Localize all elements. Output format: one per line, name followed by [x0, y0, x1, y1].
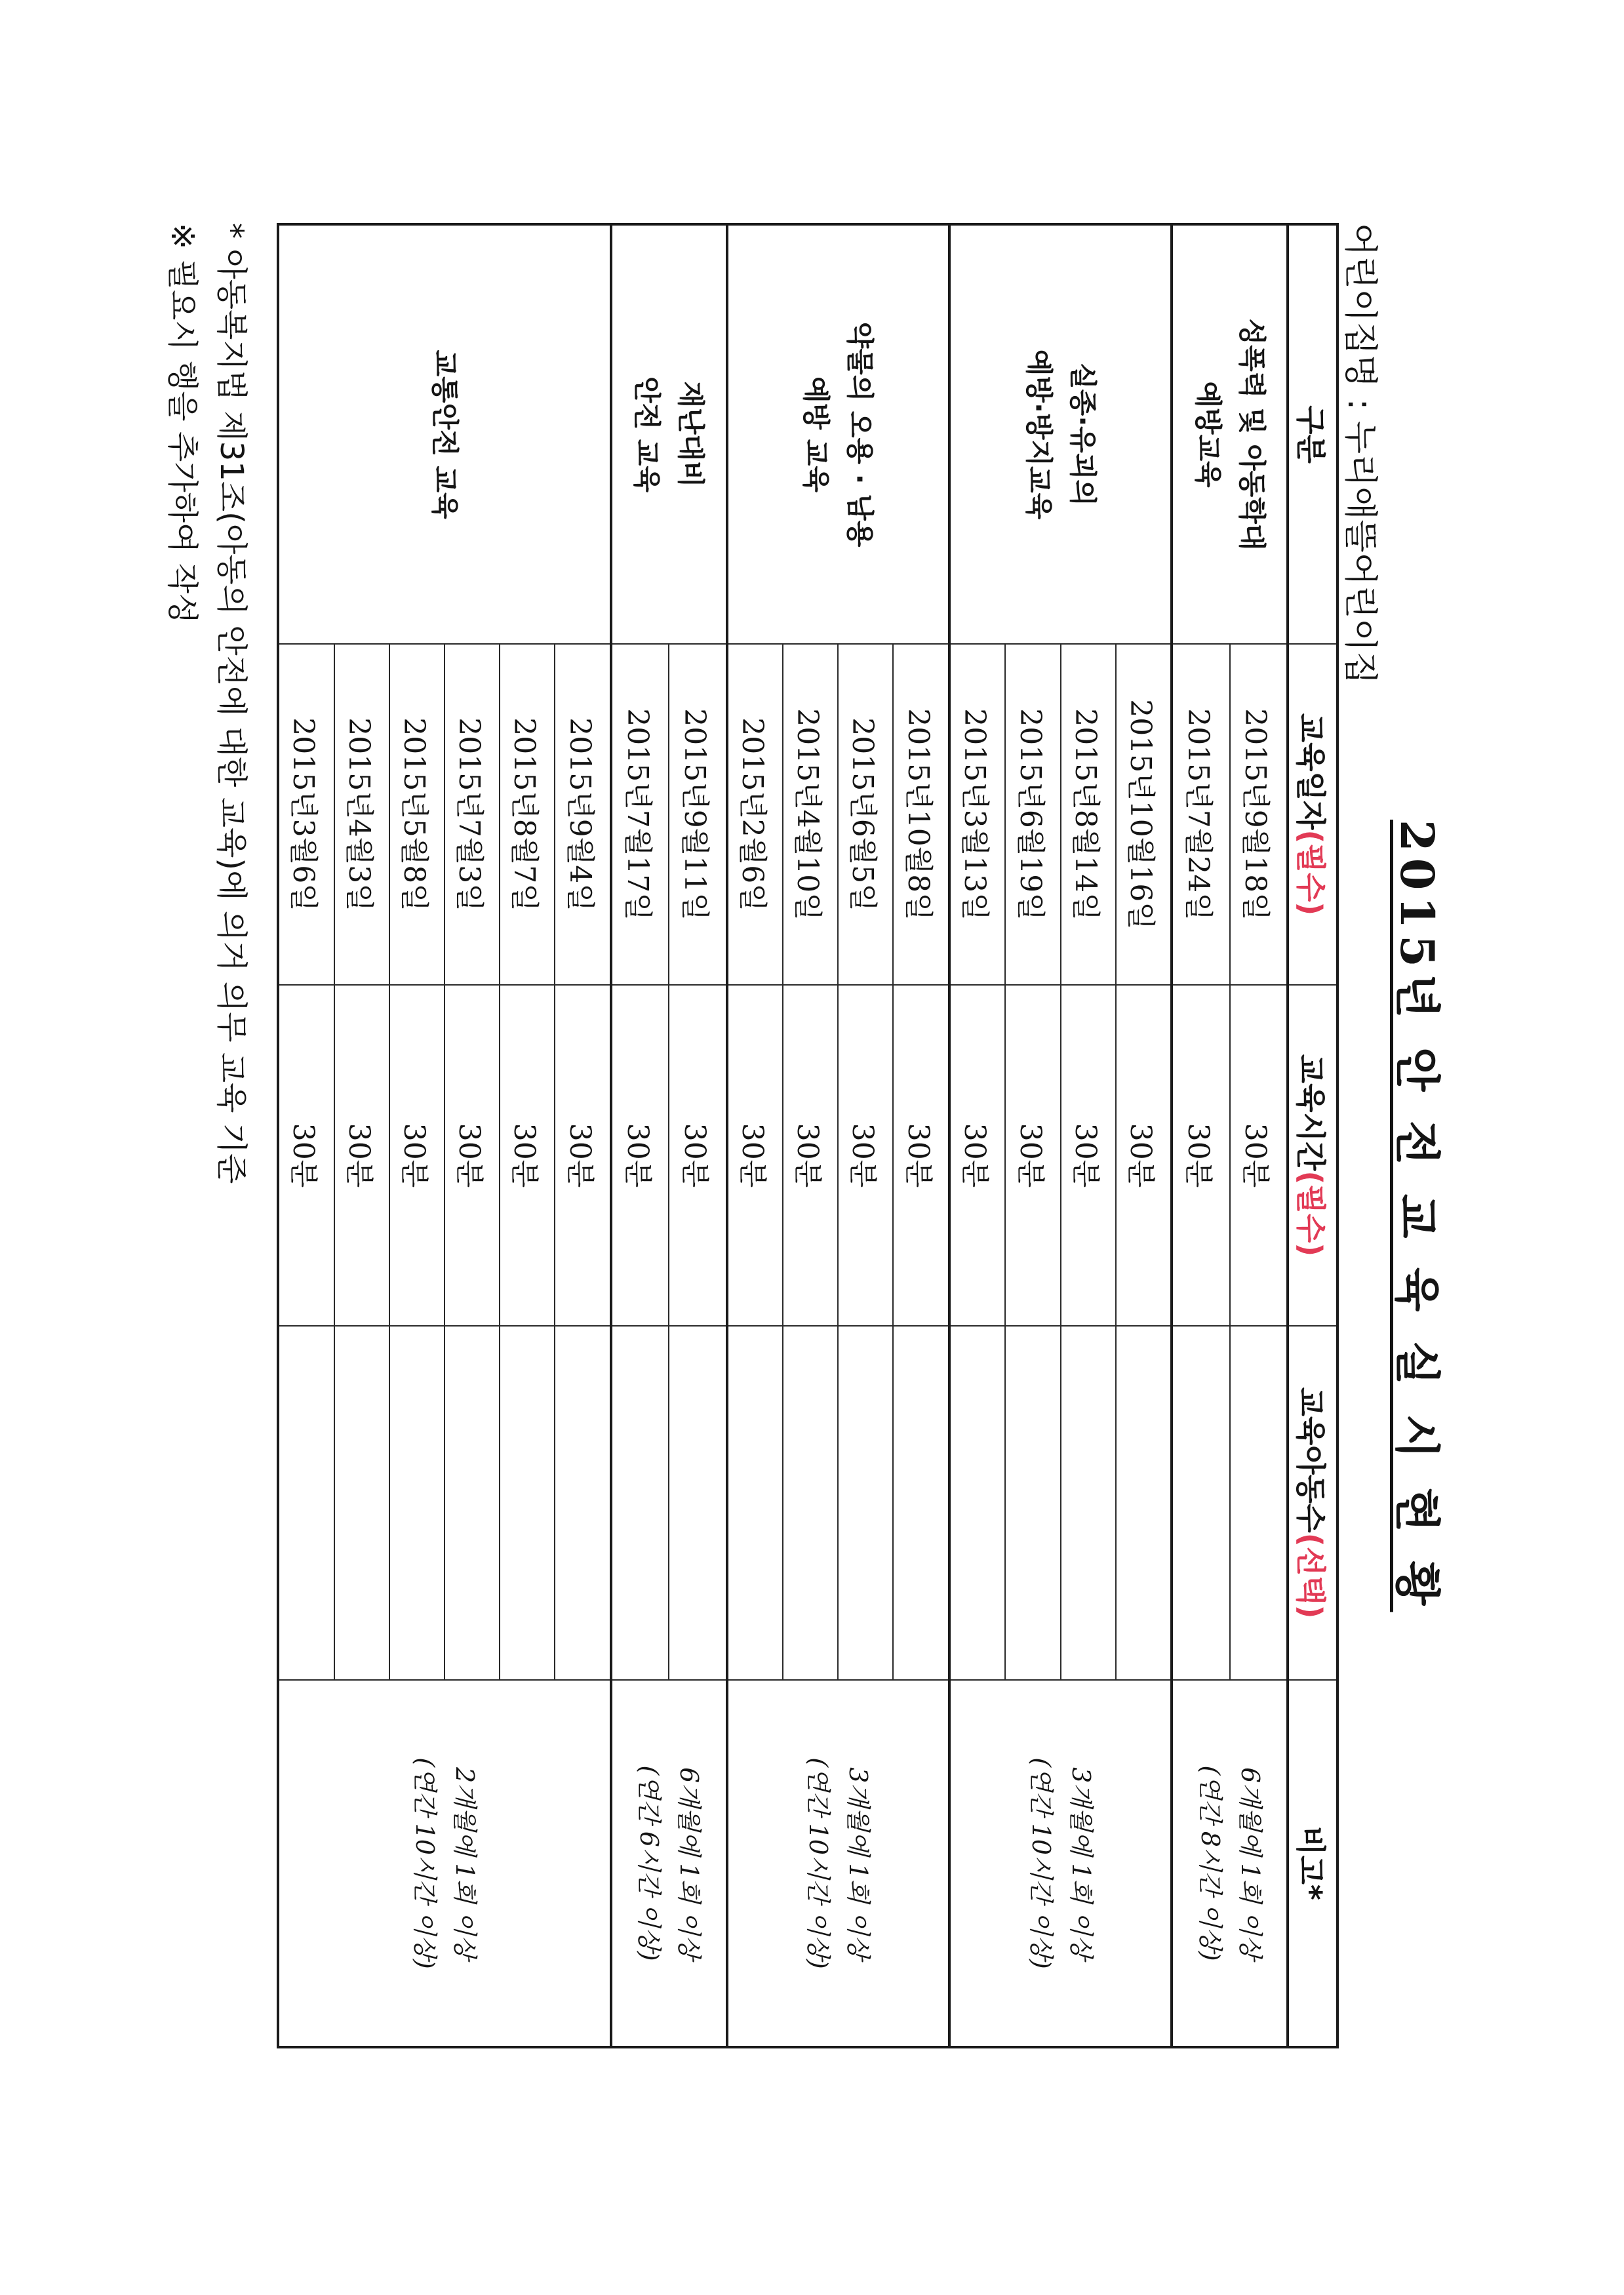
note-cell: [727, 1680, 949, 2047]
daycare-name-label: 어린이집명 : 누리애뜰어린이집: [1340, 223, 1379, 685]
note-line: (연간 8시간 이상): [1195, 1765, 1225, 1961]
table-row: [1116, 224, 1172, 2047]
time-cell: 30분: [1006, 985, 1061, 1326]
time-cell: 30분: [838, 985, 893, 1326]
time-cell: 30분: [334, 985, 389, 1326]
child-count-cell: [500, 1326, 555, 1680]
child-count-cell: [611, 1326, 669, 1680]
time-cell: 30분: [389, 985, 445, 1326]
time-cell: 30분: [783, 985, 838, 1326]
category-line: 약물의 오용 · 남용: [844, 321, 877, 548]
date-cell: 2015년9월11일: [669, 644, 726, 985]
category-line: 성폭력 및 아동학대: [1235, 318, 1268, 551]
child-count-cell: [278, 1326, 334, 1680]
child-count-cell: [1006, 1326, 1061, 1680]
date-cell: 2015년7월17일: [611, 644, 669, 985]
category-line: 재난대비: [675, 381, 707, 488]
time-cell: 30분: [894, 985, 950, 1326]
note-line: 6개월에 1회 이상: [675, 1767, 704, 1959]
child-count-cell: [1116, 1326, 1172, 1680]
time-cell: 30분: [1172, 985, 1229, 1326]
child-count-cell: [389, 1326, 445, 1680]
time-cell: 30분: [669, 985, 726, 1326]
category-cell: [611, 224, 727, 644]
child-count-cell: [838, 1326, 893, 1680]
time-cell: 30분: [1230, 985, 1288, 1326]
table-row: [669, 224, 726, 2047]
category-line: 교통안전 교육: [428, 349, 461, 519]
child-count-cell: [894, 1326, 950, 1680]
note-cell: [278, 1680, 611, 2047]
table-row: [1230, 224, 1288, 2047]
note-cell: [611, 1680, 727, 2047]
category-cell: [1172, 224, 1288, 644]
child-count-cell: [727, 1326, 783, 1680]
header-date-required-mark: (필수): [1293, 829, 1328, 916]
table-row: [894, 224, 950, 2047]
category-line: 예방교육: [1191, 381, 1224, 488]
date-cell: 2015년10월16일: [1116, 644, 1172, 985]
note-line: 3개월에 1회 이상: [1066, 1767, 1096, 1959]
header-category: 구분: [1288, 224, 1337, 644]
note-line: 3개월에 1회 이상: [844, 1767, 873, 1959]
time-cell: 30분: [727, 985, 783, 1326]
category-cell: [949, 224, 1172, 644]
time-cell: 30분: [611, 985, 669, 1326]
category-line: 안전 교육: [631, 376, 663, 492]
date-cell: 2015년5월8일: [389, 644, 445, 985]
date-cell: 2015년8월7일: [500, 644, 555, 985]
child-count-cell: [1061, 1326, 1116, 1680]
category-cell: [278, 224, 611, 644]
header-note: 비고*: [1288, 1680, 1337, 2047]
date-cell: 2015년8월14일: [1061, 644, 1116, 985]
time-cell: 30분: [949, 985, 1006, 1326]
time-cell: 30분: [500, 985, 555, 1326]
date-cell: 2015년2월6일: [727, 644, 783, 985]
header-time: 교육시간(필수): [1288, 985, 1337, 1326]
note-line: 6개월에 1회 이상: [1235, 1767, 1265, 1959]
date-cell: 2015년10월8일: [894, 644, 950, 985]
footnote-legal-basis: * 아동복지법 제31조(아동의 안전에 대한 교육)에 의거 의무 교육 기준: [213, 223, 250, 1184]
document-title: 2015년 안 전 교 육 실 시 현 황: [1390, 820, 1444, 1612]
category-line: 예방·방지교육: [1022, 349, 1055, 520]
child-count-cell: [334, 1326, 389, 1680]
note-cell: [1172, 1680, 1288, 2047]
time-cell: 30분: [445, 985, 500, 1326]
date-cell: 2015년4월3일: [334, 644, 389, 985]
header-count-optional-mark: (선택): [1293, 1532, 1328, 1619]
time-cell: 30분: [1061, 985, 1116, 1326]
time-cell: 30분: [278, 985, 334, 1326]
note-line: (연간 6시간 이상): [635, 1765, 664, 1961]
date-cell: 2015년9월4일: [555, 644, 612, 985]
note-line: (연간 10시간 이상): [1026, 1757, 1056, 1969]
table-body: [278, 224, 1288, 2047]
child-count-cell: [445, 1326, 500, 1680]
category-line: 실종·유괴의: [1066, 363, 1099, 506]
table-row: [555, 224, 612, 2047]
date-cell: 2015년7월3일: [445, 644, 500, 985]
category-cell: [727, 224, 949, 644]
child-count-cell: [555, 1326, 612, 1680]
safety-education-table: [277, 223, 1339, 2048]
date-cell: 2015년3월6일: [278, 644, 334, 985]
child-count-cell: [669, 1326, 726, 1680]
header-child-count: 교육아동수(선택): [1288, 1326, 1337, 1680]
child-count-cell: [1230, 1326, 1288, 1680]
note-line: (연간 10시간 이상): [804, 1757, 833, 1969]
note-line: (연간 10시간 이상): [410, 1757, 439, 1969]
date-cell: 2015년4월10일: [783, 644, 838, 985]
time-cell: 30분: [555, 985, 612, 1326]
date-cell: 2015년6월5일: [838, 644, 893, 985]
category-line: 예방 교육: [800, 376, 833, 492]
date-cell: 2015년9월18일: [1230, 644, 1288, 985]
footnote-add-rows: ※ 필요시 행을 추가하여 작성: [164, 223, 201, 624]
child-count-cell: [1172, 1326, 1229, 1680]
note-cell: [949, 1680, 1172, 2047]
header-time-required-mark: (필수): [1293, 1170, 1328, 1257]
date-cell: 2015년6월19일: [1006, 644, 1061, 985]
date-cell: 2015년3월13일: [949, 644, 1006, 985]
child-count-cell: [783, 1326, 838, 1680]
table-header-row: [1288, 224, 1337, 2047]
header-date: 교육일자(필수): [1288, 644, 1337, 985]
child-count-cell: [949, 1326, 1006, 1680]
time-cell: 30분: [1116, 985, 1172, 1326]
date-cell: 2015년7월24일: [1172, 644, 1229, 985]
note-line: 2개월에 1회 이상: [450, 1767, 479, 1959]
